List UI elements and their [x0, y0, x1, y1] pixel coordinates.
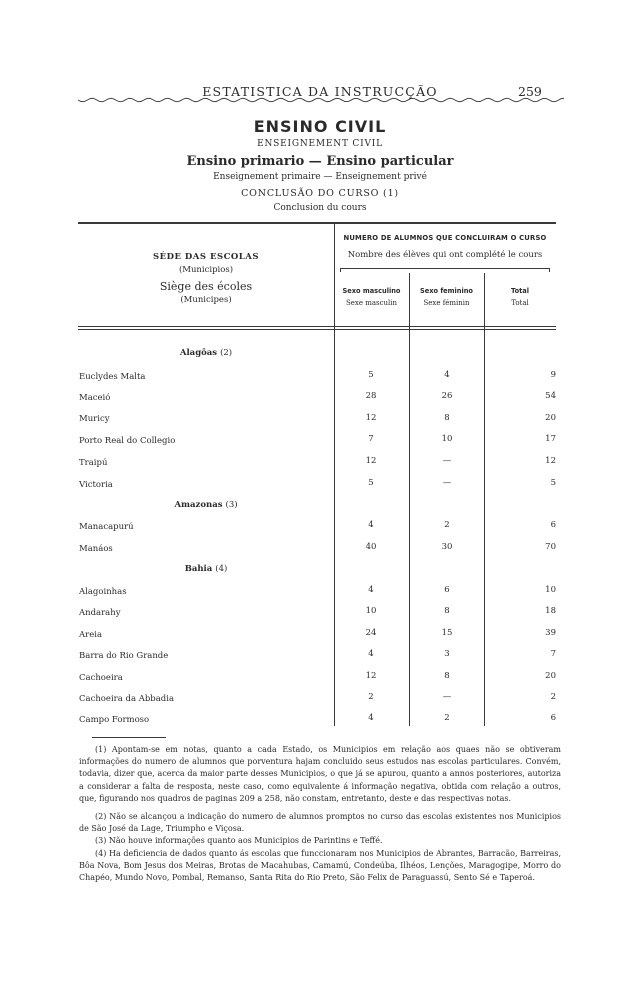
row-female: — — [442, 478, 452, 488]
group-name: Bahia — [184, 564, 213, 574]
row-place: Maceió — [79, 393, 111, 403]
row-total: 5 — [550, 478, 556, 488]
row-place: Manacapurú — [79, 522, 134, 532]
row-total: 54 — [545, 391, 556, 401]
footnote-text: Apontam-se em notas, quanto a cada Estado, os Municipios em relação aos quaes não se obtiveram informações do numero de alumnos que porventura hajam concluido seus estudos nas escolas particulares. Convém, todavia, dizer que, acerca da maior parte desses Municipios, o que já se apurou, quanto a annos posteriores, autoriza a considerar a falta de resposta, neste caso, como equivalente á informação negativa, obtida com relação a outros, que, figurando nos quadros de paginas 209 a 258, não constam, entretanto, deste e das respectivas notas. — [79, 745, 562, 803]
row-total: 20 — [545, 413, 556, 423]
row-female: — — [442, 692, 452, 702]
row-place: Campo Formoso — [79, 715, 150, 725]
footnote — [79, 744, 561, 805]
header-col-female-fr: Sexe féminin — [423, 299, 470, 307]
main-title-fr: ENSEIGNEMENT CIVIL — [257, 139, 383, 149]
header-col-male: Sexo masculino — [342, 287, 401, 295]
row-male: 2 — [368, 692, 374, 702]
row-place: Manáos — [79, 544, 113, 554]
row-place: Alagoinhas — [79, 587, 127, 597]
footnote-mark: (4) — [95, 848, 107, 858]
row-male: 4 — [368, 585, 374, 595]
row-total: 18 — [545, 606, 556, 616]
row-female: 2 — [444, 520, 450, 530]
group-heading-alagoas — [78, 348, 334, 358]
row-female: 8 — [444, 671, 450, 681]
group-heading-amazonas — [78, 500, 334, 510]
row-place: Cachoeira da Abbadia — [79, 694, 175, 704]
footnotes — [79, 744, 561, 884]
footnote — [79, 848, 561, 885]
row-place: Barra do Rio Grande — [79, 651, 169, 661]
row-male: 4 — [368, 713, 374, 723]
row-female: 10 — [441, 434, 453, 444]
row-place: Victoria — [79, 480, 113, 490]
footnote — [79, 811, 561, 835]
row-female: 15 — [441, 628, 453, 638]
row-male: 7 — [368, 434, 374, 444]
footnote-mark: (1) — [95, 745, 107, 754]
row-place: Muricy — [79, 414, 110, 424]
row-total: 17 — [545, 434, 556, 444]
header-col-total: Total — [510, 287, 529, 295]
row-male: 4 — [368, 649, 374, 659]
row-female: — — [442, 456, 452, 466]
column-group-tick-left — [340, 268, 341, 272]
row-female: 26 — [441, 391, 453, 401]
row-male: 5 — [368, 370, 374, 380]
row-male: 40 — [365, 542, 377, 552]
group-note: (2) — [220, 348, 233, 358]
group-name: Amazonas — [174, 500, 223, 510]
row-total: 6 — [550, 713, 556, 723]
table-top-rule — [78, 222, 556, 224]
header-siege: Siège des écoles — [159, 280, 253, 293]
running-title: ESTATISTICA DA INSTRUCÇÃO — [202, 84, 438, 99]
main-title: ENSINO CIVIL — [253, 117, 387, 136]
section-title-fr: Enseignement primaire — Enseignement privé — [213, 172, 427, 182]
row-male: 28 — [365, 391, 377, 401]
group-note: (3) — [225, 500, 238, 510]
row-male: 4 — [368, 520, 374, 530]
subject-title-fr: Conclusion du cours — [273, 203, 367, 213]
column-group-tick-right — [549, 268, 550, 272]
header-sede: SÉDE DAS ESCOLAS — [153, 252, 259, 262]
row-total: 10 — [545, 585, 556, 595]
header-nombre: Nombre des élèves qui ont complété le cours — [347, 250, 543, 260]
row-place: Porto Real do Collegio — [79, 436, 176, 446]
row-place: Euclydes Malta — [79, 372, 146, 382]
header-col-male-fr: Sexe masculin — [345, 299, 398, 307]
row-female: 3 — [444, 649, 450, 659]
header-numero: NUMERO DE ALUMNOS QUE CONCLUIRAM O CURSO — [343, 234, 547, 242]
footnote-text: Não se alcançou a indicação do numero de alumnos promptos no curso das escolas existentes nos Municipios de São José da Lage, Triumpho e Viçosa. — [79, 812, 562, 834]
row-total: 9 — [550, 370, 556, 380]
row-place: Traipú — [79, 458, 108, 468]
row-place: Cachoeira — [79, 673, 123, 683]
header-siege-sub: (Municipes) — [180, 295, 232, 305]
row-place: Andarahy — [79, 608, 121, 618]
row-total: 70 — [545, 542, 556, 552]
row-female: 4 — [444, 370, 450, 380]
row-place: Areia — [79, 630, 103, 640]
subject-title: CONCLUSÃO DO CURSO (1) — [241, 188, 399, 199]
row-male: 24 — [365, 628, 377, 638]
footnote-text: Não houve informações quanto aos Municipios de Parintins e Teffé. — [108, 836, 383, 846]
row-female: 8 — [444, 606, 450, 616]
group-note: (4) — [215, 564, 228, 574]
row-male: 12 — [365, 456, 377, 466]
row-total: 6 — [550, 520, 556, 530]
section-title: Ensino primario — Ensino particular — [186, 154, 454, 169]
group-heading-bahia — [78, 564, 334, 574]
row-total: 2 — [550, 692, 556, 702]
row-male: 5 — [368, 478, 374, 488]
row-female: 6 — [444, 585, 450, 595]
row-male: 12 — [365, 413, 377, 423]
row-male: 12 — [365, 671, 377, 681]
footnote-mark: (2) — [95, 812, 107, 822]
row-male: 10 — [365, 606, 377, 616]
row-total: 39 — [545, 628, 556, 638]
wavy-rule — [78, 97, 564, 103]
row-total: 7 — [550, 649, 556, 659]
row-female: 30 — [441, 542, 453, 552]
group-name: Alagôas — [179, 348, 218, 358]
row-female: 2 — [444, 713, 450, 723]
footnote-mark: (3) — [95, 836, 107, 846]
column-group-rule — [340, 268, 550, 269]
header-sede-sub: (Municipios) — [178, 265, 234, 275]
footnote-text: Ha deficiencia de dados quanto ás escolas que funccionaram nos Municipios de Abrantes, Barracão, Barreiras, Bôa Nova, Bom Jesus dos Meiras, Brotas de Macahubas, Camamú, Condeúba, Ilhéos, Lenções, Maragogipe, Morro do Chapéo, Mundo Novo, Pombal, Remanso, Santa Rita do Rio Preto, São Felix de Paraguassú, Sento Sé e Taperoá. — [79, 848, 562, 883]
header-col-total-fr: Total — [511, 299, 529, 307]
footnote — [79, 835, 561, 847]
page-number: 259 — [518, 84, 542, 99]
row-female: 8 — [444, 413, 450, 423]
footnote-rule — [92, 737, 166, 738]
row-total: 12 — [545, 456, 556, 466]
row-total: 20 — [545, 671, 556, 681]
header-col-female: Sexo feminino — [420, 287, 473, 295]
